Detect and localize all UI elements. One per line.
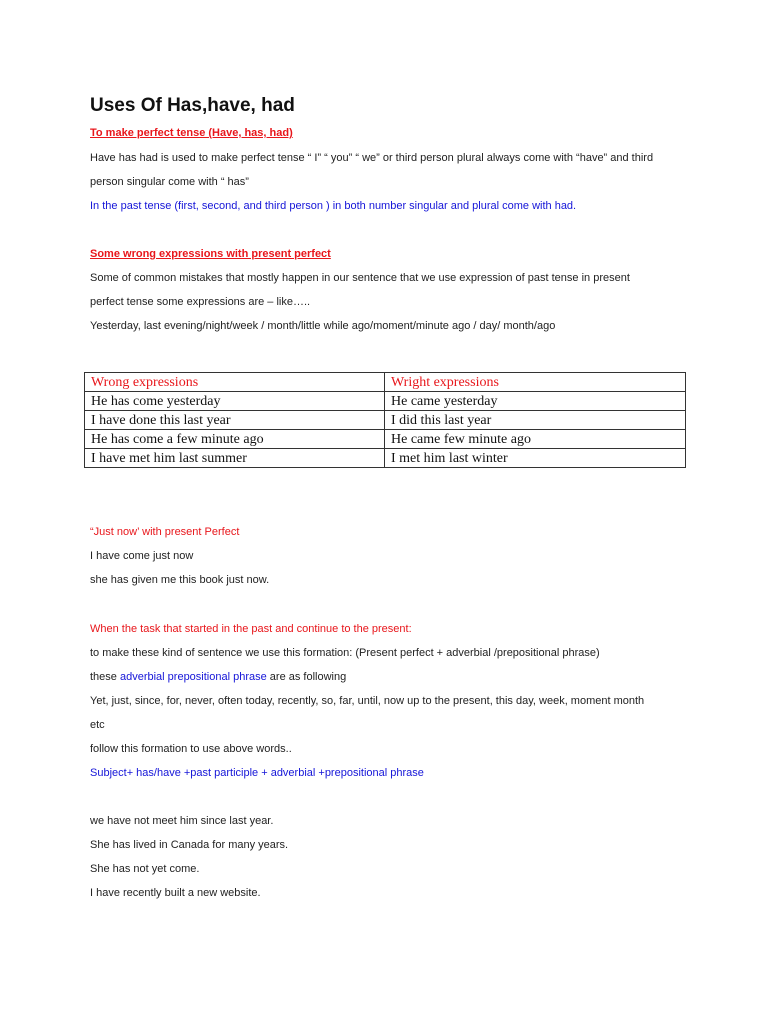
table-cell: He has come yesterday (85, 392, 385, 411)
paragraph-line: to make these kind of sentence we use this formation: (Present perfect + adverbial /prepositional phrase) (90, 647, 600, 659)
example-line: I have come just now (90, 550, 194, 562)
example-sentence: She has not yet come. (90, 863, 200, 875)
table-cell: I have done this last year (85, 411, 385, 430)
text-segment: these (90, 671, 120, 683)
text-segment: are as following (266, 671, 347, 683)
paragraph-line (90, 670, 346, 684)
section-heading-just-now: “Just now’ with present Perfect (90, 526, 240, 538)
table-header-row (85, 373, 686, 392)
table-cell: He has come a few minute ago (85, 430, 385, 449)
column-header-wrong: Wrong expressions (85, 373, 385, 392)
paragraph-line: Have has had is used to make perfect tense “ I” “ you” “ we” or third person plural always come with “have” and third (90, 152, 654, 164)
expressions-table (84, 372, 686, 468)
page-title: Uses Of Has,have, had (90, 95, 295, 116)
table-row (85, 449, 686, 468)
formula-line: Subject+ has/have +past participle + adverbial +prepositional phrase (90, 767, 424, 779)
table-cell: I have met him last summer (85, 449, 385, 468)
table-cell: He came few minute ago (385, 430, 686, 449)
paragraph-line: Yesterday, last evening/night/week / month/little while ago/moment/minute ago / day/ month/ago (90, 320, 556, 332)
table-cell: I did this last year (385, 411, 686, 430)
table-cell: He came yesterday (385, 392, 686, 411)
section-heading-wrong-expressions: Some wrong expressions with present perfect (90, 248, 331, 260)
example-line: she has given me this book just now. (90, 574, 270, 586)
paragraph-line: etc (90, 719, 105, 731)
highlighted-term: adverbial prepositional phrase (119, 671, 267, 683)
example-sentence: we have not meet him since last year. (90, 815, 274, 827)
paragraph-line: person singular come with “ has” (90, 176, 249, 188)
section-heading-perfect-tense: To make perfect tense (Have, has, had) (90, 127, 293, 139)
example-sentence: She has lived in Canada for many years. (90, 839, 289, 851)
paragraph-line: Yet, just, since, for, never, often today, recently, so, far, until, now up to the present, this day, week, moment month (90, 695, 645, 707)
table-row (85, 411, 686, 430)
section-heading-continuing-task: When the task that started in the past and continue to the present: (90, 623, 412, 635)
past-tense-note: In the past tense (first, second, and third person ) in both number singular and plural come with had. (90, 200, 577, 212)
table-cell: I met him last winter (385, 449, 686, 468)
table-row (85, 392, 686, 411)
table-row (85, 430, 686, 449)
paragraph-line: perfect tense some expressions are – like….. (90, 296, 311, 308)
example-sentence: I have recently built a new website. (90, 887, 261, 899)
paragraph-line: Some of common mistakes that mostly happen in our sentence that we use expression of past tense in present (90, 272, 630, 284)
column-header-right: Wright expressions (385, 373, 686, 392)
paragraph-line: follow this formation to use above words.. (90, 743, 292, 755)
